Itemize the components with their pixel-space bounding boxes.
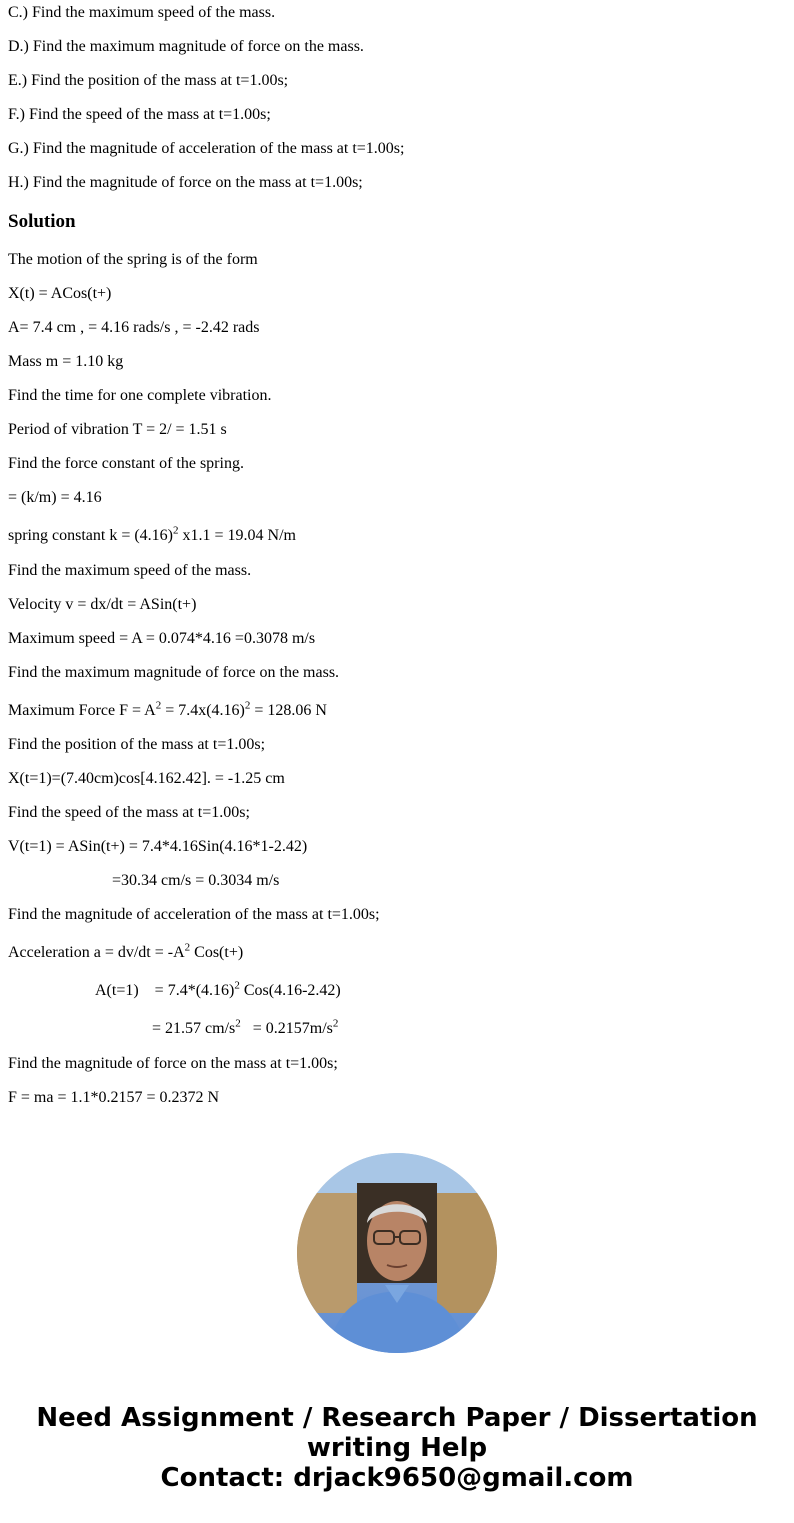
solution-line: Find the force constant of the spring. xyxy=(8,455,244,472)
solution-line: A= 7.4 cm , = 4.16 rads/s , = -2.42 rads xyxy=(8,319,260,336)
question-c: C.) Find the maximum speed of the mass. xyxy=(8,4,276,21)
question-g: G.) Find the magnitude of acceleration of the mass at t=1.00s; xyxy=(8,140,405,157)
person-portrait-icon xyxy=(297,1153,497,1353)
solution-heading: Solution xyxy=(8,211,76,232)
solution-line: = (k/m) = 4.16 xyxy=(8,489,102,506)
question-e: E.) Find the position of the mass at t=1.00s; xyxy=(8,72,289,89)
solution-line: Velocity v = dx/dt = ASin(t+) xyxy=(8,596,197,613)
solution-line: Find the magnitude of acceleration of the mass at t=1.00s; xyxy=(8,906,380,923)
solution-line: Mass m = 1.10 kg xyxy=(8,353,124,370)
solution-line: Find the time for one complete vibration. xyxy=(8,387,272,404)
footer-contact xyxy=(0,1403,794,1493)
solution-line: Find the maximum speed of the mass. xyxy=(8,562,252,579)
solution-line: The motion of the spring is of the form xyxy=(8,251,258,268)
question-d: D.) Find the maximum magnitude of force on the mass. xyxy=(8,38,364,55)
solution-line: Maximum speed = A = 0.074*4.16 =0.3078 m/s xyxy=(8,630,316,647)
question-f: F.) Find the speed of the mass at t=1.00s; xyxy=(8,106,271,123)
question-h: H.) Find the magnitude of force on the mass at t=1.00s; xyxy=(8,174,363,191)
solution-line: Maximum Force $F = A^2 = 7.4x(4.16)^2 = 128.06$ N xyxy=(8,699,327,719)
solution-line: Find the maximum magnitude of force on the mass. xyxy=(8,664,340,681)
solution-line: A(t=1) = $7.4*(4.16)^2$ Cos(4.16-2.42) xyxy=(95,979,341,999)
solution-line: F = ma = 1.1*0.2157 = 0.2372 N xyxy=(8,1089,220,1106)
solution-line: Find the speed of the mass at t=1.00s; xyxy=(8,804,250,821)
solution-line: V(t=1) = ASin(t+) = 7.4*4.16Sin(4.16*1-2.42) xyxy=(8,838,308,855)
solution-line: = 21.57 $cm/s^2 = 0.2157m/s^2$ xyxy=(152,1017,339,1037)
footer-line-2: writing Help xyxy=(306,1433,488,1463)
solution-line: Find the position of the mass at t=1.00s; xyxy=(8,736,266,753)
footer-contact-email: Contact: drjack9650@gmail.com xyxy=(160,1463,634,1493)
solution-line: Find the magnitude of force on the mass at t=1.00s; xyxy=(8,1055,338,1072)
author-avatar xyxy=(297,1153,497,1353)
solution-line: Period of vibration T = 2/ = 1.51 s xyxy=(8,421,227,438)
footer-line-1: Need Assignment / Research Paper / Dissertation xyxy=(36,1403,758,1433)
solution-line: =30.34 cm/s = 0.3034 m/s xyxy=(112,872,280,889)
solution-line: spring constant $k = (4.16)^2$ x1.1 = 19.04 N/m xyxy=(8,524,296,544)
solution-line: X(t) = ACos(t+) xyxy=(8,285,112,302)
solution-line: Acceleration $a = dv/dt = -A^2$ Cos(t+) xyxy=(8,941,244,961)
solution-line: X(t=1)=(7.40cm)cos[4.162.42]. = -1.25 cm xyxy=(8,770,285,787)
